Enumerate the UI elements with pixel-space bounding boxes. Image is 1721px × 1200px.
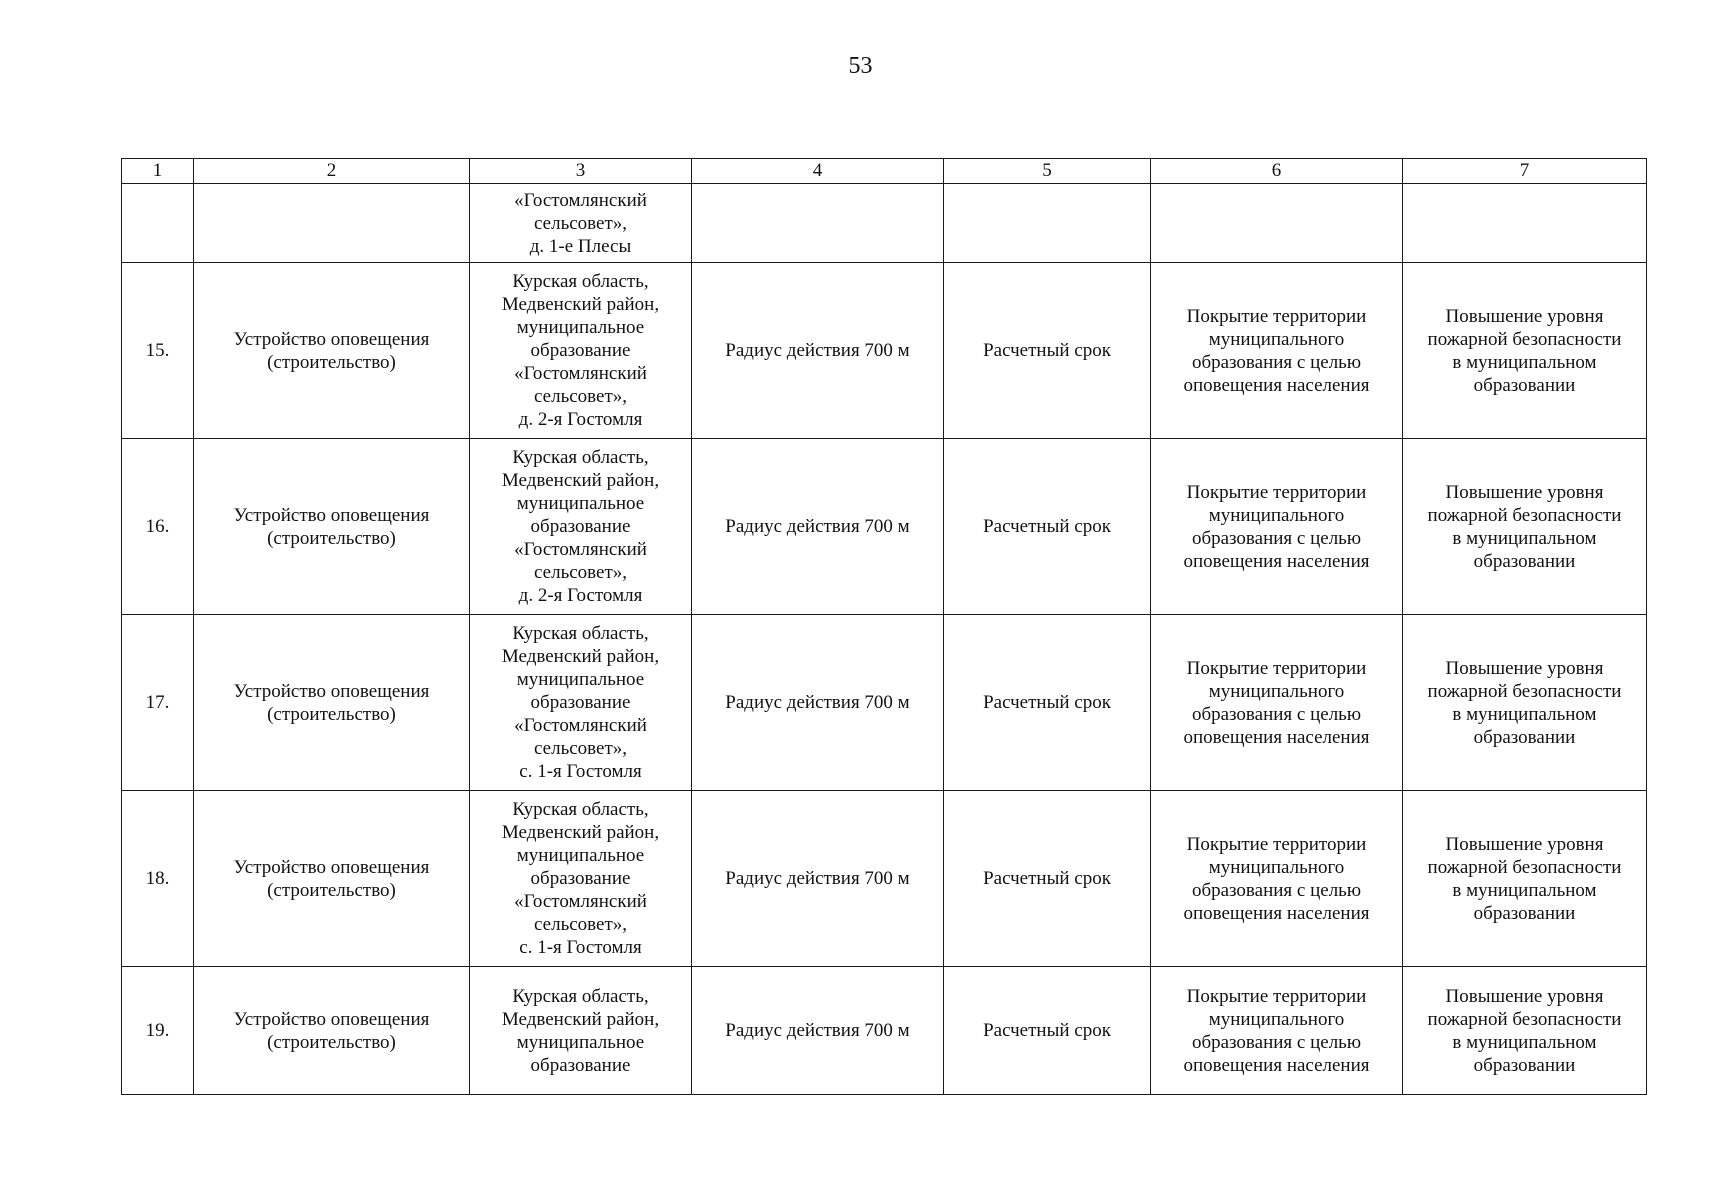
- purpose-line: оповещения населения: [1183, 374, 1370, 396]
- purpose-line: образования с целью: [1191, 1031, 1362, 1053]
- column-number-cell: 6: [1151, 159, 1403, 184]
- table-row: [122, 615, 1647, 791]
- address-cell: [470, 791, 692, 967]
- parameter-cell: Радиус действия 700 м: [692, 615, 944, 791]
- address-line: Медвенский район,: [501, 470, 660, 491]
- address-line: д. 2-я Гостомля: [518, 409, 643, 430]
- address-line: Медвенский район,: [501, 822, 660, 843]
- number-cell: [122, 184, 194, 263]
- address-line: «Гостомлянский: [514, 715, 647, 736]
- address-line: сельсовет»,: [533, 914, 628, 935]
- row-number-cell: 19.: [122, 967, 194, 1095]
- effect-cell: [1403, 263, 1647, 439]
- name-line: (строительство): [267, 879, 396, 901]
- name-line: Устройство оповещения: [233, 1008, 430, 1030]
- name-cell: [194, 184, 470, 263]
- name-line: (строительство): [267, 703, 396, 725]
- table-row: [122, 967, 1647, 1095]
- name-cell: [194, 967, 470, 1095]
- address-line: «Гостомлянский: [514, 891, 647, 912]
- address-line: сельсовет»,: [533, 212, 628, 234]
- purpose-cell: [1151, 615, 1403, 791]
- row-number-cell: 15.: [122, 263, 194, 439]
- continuation-row: [122, 184, 1647, 263]
- table-row: [122, 263, 1647, 439]
- name-line: (строительство): [267, 1031, 396, 1053]
- purpose-line: муниципального: [1208, 856, 1345, 878]
- term-cell: Расчетный срок: [944, 439, 1151, 615]
- purpose-line: оповещения населения: [1183, 726, 1370, 748]
- purpose-line: оповещения населения: [1183, 902, 1370, 924]
- column-number-row: [122, 159, 1647, 184]
- effect-line: образовании: [1473, 1054, 1576, 1076]
- purpose-line: образования с целью: [1191, 351, 1362, 373]
- effect-line: в муниципальном: [1452, 879, 1597, 901]
- purpose-line: оповещения населения: [1183, 550, 1370, 572]
- purpose-line: Покрытие территории: [1186, 985, 1367, 1007]
- purpose-line: муниципального: [1208, 1008, 1345, 1030]
- page-number: 53: [848, 53, 873, 79]
- name-cell: [194, 263, 470, 439]
- purpose-line: Покрытие территории: [1186, 305, 1367, 327]
- column-number-cell: 5: [944, 159, 1151, 184]
- purpose-line: муниципального: [1208, 328, 1345, 350]
- address-line: Курская область,: [512, 799, 649, 820]
- column-number-cell: 4: [692, 159, 944, 184]
- address-line: образование: [530, 1054, 631, 1076]
- column-number-cell: 1: [122, 159, 194, 184]
- column-number-cell: 3: [470, 159, 692, 184]
- effect-line: Повышение уровня: [1445, 833, 1604, 855]
- purpose-line: образования с целью: [1191, 879, 1362, 901]
- address-line: д. 1-е Плесы: [529, 235, 632, 257]
- name-line: (строительство): [267, 351, 396, 373]
- purpose-cell: [1151, 263, 1403, 439]
- address-line: Медвенский район,: [501, 646, 660, 667]
- purpose-cell: [1151, 439, 1403, 615]
- row-number-cell: 18.: [122, 791, 194, 967]
- effect-line: Повышение уровня: [1445, 657, 1604, 679]
- name-line: (строительство): [267, 527, 396, 549]
- term-cell: Расчетный срок: [944, 263, 1151, 439]
- parameter-cell: Радиус действия 700 м: [692, 791, 944, 967]
- measures-table: [121, 158, 1647, 1095]
- address-line: Курская область,: [512, 985, 649, 1007]
- name-cell: [194, 439, 470, 615]
- address-cell: [470, 439, 692, 615]
- effect-line: пожарной безопасности: [1427, 680, 1622, 702]
- address-line: с. 1-я Гостомля: [519, 937, 642, 958]
- effect-line: образовании: [1473, 374, 1576, 396]
- effect-line: пожарной безопасности: [1427, 856, 1622, 878]
- purpose-line: муниципального: [1208, 504, 1345, 526]
- address-line: «Гостомлянский: [514, 539, 647, 560]
- term-cell: Расчетный срок: [944, 615, 1151, 791]
- name-line: Устройство оповещения: [233, 856, 430, 878]
- address-line: Медвенский район,: [501, 294, 660, 315]
- effect-line: образовании: [1473, 726, 1576, 748]
- effect-line: образовании: [1473, 550, 1576, 572]
- effect-line: в муниципальном: [1452, 527, 1597, 549]
- purpose-cell: [1151, 791, 1403, 967]
- term-cell: Расчетный срок: [944, 791, 1151, 967]
- name-line: Устройство оповещения: [233, 680, 430, 702]
- address-line: образование: [530, 868, 631, 889]
- address-line: образование: [530, 516, 631, 537]
- effect-line: в муниципальном: [1452, 703, 1597, 725]
- address-line: муниципальное: [516, 1031, 645, 1053]
- term-cell: [944, 184, 1151, 263]
- address-cell: [470, 615, 692, 791]
- purpose-line: оповещения населения: [1183, 1054, 1370, 1076]
- column-number-cell: 2: [194, 159, 470, 184]
- address-cell: [470, 967, 692, 1095]
- parameter-cell: Радиус действия 700 м: [692, 263, 944, 439]
- purpose-cell: [1151, 967, 1403, 1095]
- address-line: муниципальное: [516, 669, 645, 690]
- address-line: образование: [530, 692, 631, 713]
- purpose-line: образования с целью: [1191, 703, 1362, 725]
- term-cell: Расчетный срок: [944, 967, 1151, 1095]
- address-line: муниципальное: [516, 317, 645, 338]
- effect-cell: [1403, 967, 1647, 1095]
- row-number-cell: 16.: [122, 439, 194, 615]
- effect-line: в муниципальном: [1452, 1031, 1597, 1053]
- parameter-cell: Радиус действия 700 м: [692, 439, 944, 615]
- address-cell: [470, 184, 692, 263]
- effect-cell: [1403, 184, 1647, 263]
- purpose-line: муниципального: [1208, 680, 1345, 702]
- table-row: [122, 439, 1647, 615]
- effect-cell: [1403, 615, 1647, 791]
- effect-line: пожарной безопасности: [1427, 328, 1622, 350]
- effect-line: Повышение уровня: [1445, 985, 1604, 1007]
- purpose-line: Покрытие территории: [1186, 833, 1367, 855]
- name-line: Устройство оповещения: [233, 504, 430, 526]
- purpose-line: образования с целью: [1191, 527, 1362, 549]
- table-row: [122, 791, 1647, 967]
- address-line: сельсовет»,: [533, 738, 628, 759]
- parameter-cell: Радиус действия 700 м: [692, 967, 944, 1095]
- address-line: сельсовет»,: [533, 562, 628, 583]
- name-line: Устройство оповещения: [233, 328, 430, 350]
- effect-line: Повышение уровня: [1445, 481, 1604, 503]
- address-line: Курская область,: [512, 271, 649, 292]
- name-cell: [194, 791, 470, 967]
- address-line: сельсовет»,: [533, 386, 628, 407]
- effect-line: пожарной безопасности: [1427, 504, 1622, 526]
- address-line: с. 1-я Гостомля: [519, 761, 642, 782]
- purpose-line: Покрытие территории: [1186, 657, 1367, 679]
- parameter-cell: [692, 184, 944, 263]
- effect-cell: [1403, 439, 1647, 615]
- address-line: муниципальное: [516, 845, 645, 866]
- effect-line: в муниципальном: [1452, 351, 1597, 373]
- effect-cell: [1403, 791, 1647, 967]
- effect-line: пожарной безопасности: [1427, 1008, 1622, 1030]
- purpose-line: Покрытие территории: [1186, 481, 1367, 503]
- column-number-cell: 7: [1403, 159, 1647, 184]
- address-line: Медвенский район,: [501, 1008, 660, 1030]
- address-line: д. 2-я Гостомля: [518, 585, 643, 606]
- address-line: Курская область,: [512, 447, 649, 468]
- address-line: образование: [530, 340, 631, 361]
- effect-line: Повышение уровня: [1445, 305, 1604, 327]
- name-cell: [194, 615, 470, 791]
- row-number-cell: 17.: [122, 615, 194, 791]
- address-line: «Гостомлянский: [514, 189, 647, 211]
- address-line: муниципальное: [516, 493, 645, 514]
- purpose-cell: [1151, 184, 1403, 263]
- effect-line: образовании: [1473, 902, 1576, 924]
- address-line: Курская область,: [512, 623, 649, 644]
- address-cell: [470, 263, 692, 439]
- address-line: «Гостомлянский: [514, 363, 647, 384]
